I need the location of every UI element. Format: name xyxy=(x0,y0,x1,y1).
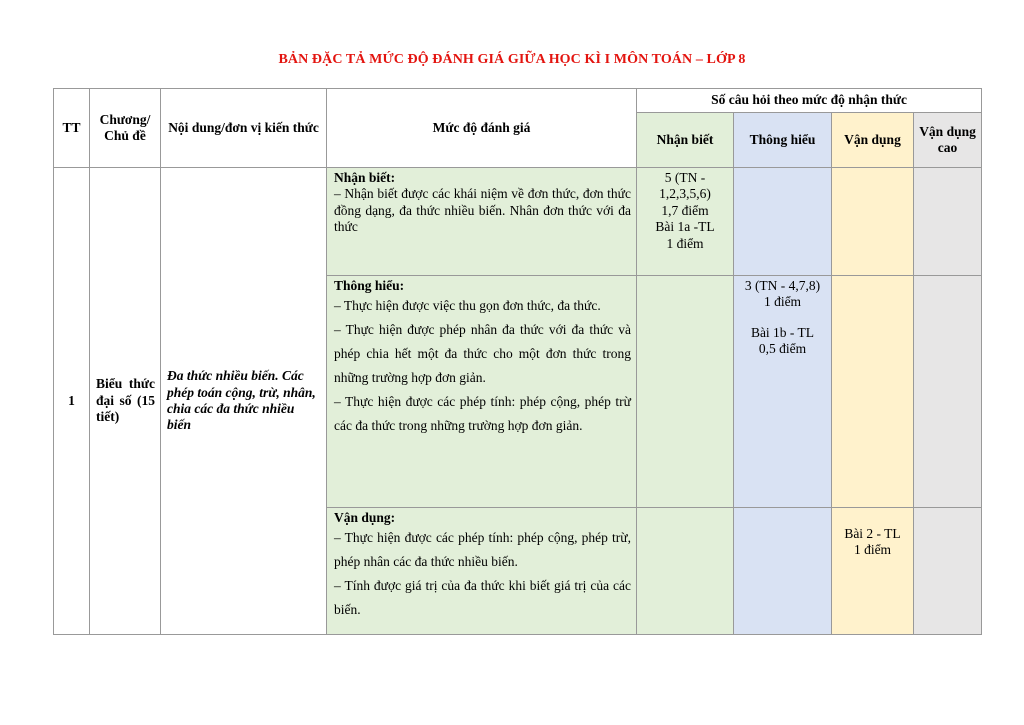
nhan-biet-item: – Nhận biết được các khái niệm về đơn thức, đơn thức đồng dạng, đa thức nhiều biến. Nhân đơn thức với đa thức xyxy=(334,186,631,235)
thong-hieu-description xyxy=(327,276,637,508)
nhan-biet-count-line: 1,7 điểm xyxy=(661,202,709,218)
header-levels-group: Số câu hỏi theo mức độ nhận thức xyxy=(637,89,982,113)
empty-cell xyxy=(734,508,832,635)
van-dung-heading: Vận dụng: xyxy=(334,510,396,525)
nhan-biet-count-line: Bài 1a -TL xyxy=(655,219,715,235)
van-dung-description xyxy=(327,508,637,635)
van-dung-count xyxy=(832,508,914,635)
empty-cell xyxy=(734,168,832,276)
thong-hieu-count xyxy=(734,276,832,508)
row-number: 1 xyxy=(54,168,90,635)
thong-hieu-item: – Thực hiện được các phép tính: phép cộng, phép trừ các đa thức trong những trường hợp đơn giản. xyxy=(334,394,631,434)
header-thong-hieu: Thông hiểu xyxy=(734,113,832,168)
van-dung-count-line: 1 điểm xyxy=(853,542,892,558)
nhan-biet-count-line: 1,2,3,5,6) xyxy=(659,186,711,202)
nhan-biet-heading: Nhận biết: xyxy=(334,170,396,185)
header-nhan-biet: Nhận biết xyxy=(637,113,734,168)
document-title: BẢN ĐẶC TẢ MỨC ĐỘ ĐÁNH GIÁ GIỮA HỌC KÌ I MÔN TOÁN – LỚP 8 xyxy=(278,52,746,67)
nhan-biet-description xyxy=(327,168,637,276)
thong-hieu-count-line: 0,5 điểm xyxy=(758,341,807,357)
empty-cell xyxy=(914,168,982,276)
empty-cell xyxy=(914,276,982,508)
nhan-biet-count-line: 5 (TN - xyxy=(664,170,706,185)
empty-cell xyxy=(914,508,982,635)
van-dung-count-line: Bài 2 - TL xyxy=(844,526,901,541)
van-dung-item: – Thực hiện được các phép tính: phép cộng, phép trừ, phép nhân các đa thức nhiều biến. xyxy=(334,530,631,570)
thong-hieu-count-line: 3 (TN - 4,7,8) xyxy=(744,278,821,293)
content-cell: Đa thức nhiều biến. Các phép toán cộng, trừ, nhân, chia các đa thức nhiều biến xyxy=(161,168,327,635)
empty-cell xyxy=(637,508,734,635)
van-dung-item: – Tính được giá trị của đa thức khi biết giá trị của các biến. xyxy=(334,578,631,618)
header-content: Nội dung/đơn vị kiến thức xyxy=(161,89,327,168)
spacer xyxy=(736,311,829,325)
empty-cell xyxy=(832,276,914,508)
header-tt: TT xyxy=(54,89,90,168)
header-van-dung: Vận dụng xyxy=(832,113,914,168)
header-van-dung-cao: Vận dụng cao xyxy=(914,113,982,168)
header-assessment: Mức độ đánh giá xyxy=(327,89,637,168)
thong-hieu-item: – Thực hiện được phép nhân đa thức với đa thức và phép chia hết một đa thức cho một đơn thức trong những trường hợp đơn giản. xyxy=(334,322,631,386)
chapter-cell: Biểu thức đại số (15 tiết) xyxy=(90,168,161,635)
header-chapter: Chương/ Chủ đề xyxy=(90,89,161,168)
thong-hieu-count-line: Bài 1b - TL xyxy=(750,324,815,340)
nhan-biet-count xyxy=(637,168,734,276)
thong-hieu-heading: Thông hiểu: xyxy=(334,278,405,293)
thong-hieu-count-line: 1 điểm xyxy=(763,294,802,310)
thong-hieu-item: – Thực hiện được việc thu gọn đơn thức, đa thức. xyxy=(334,298,601,314)
assessment-spec-table xyxy=(53,88,982,635)
nhan-biet-count-line: 1 điểm xyxy=(666,235,704,251)
empty-cell xyxy=(832,168,914,276)
empty-cell xyxy=(637,276,734,508)
